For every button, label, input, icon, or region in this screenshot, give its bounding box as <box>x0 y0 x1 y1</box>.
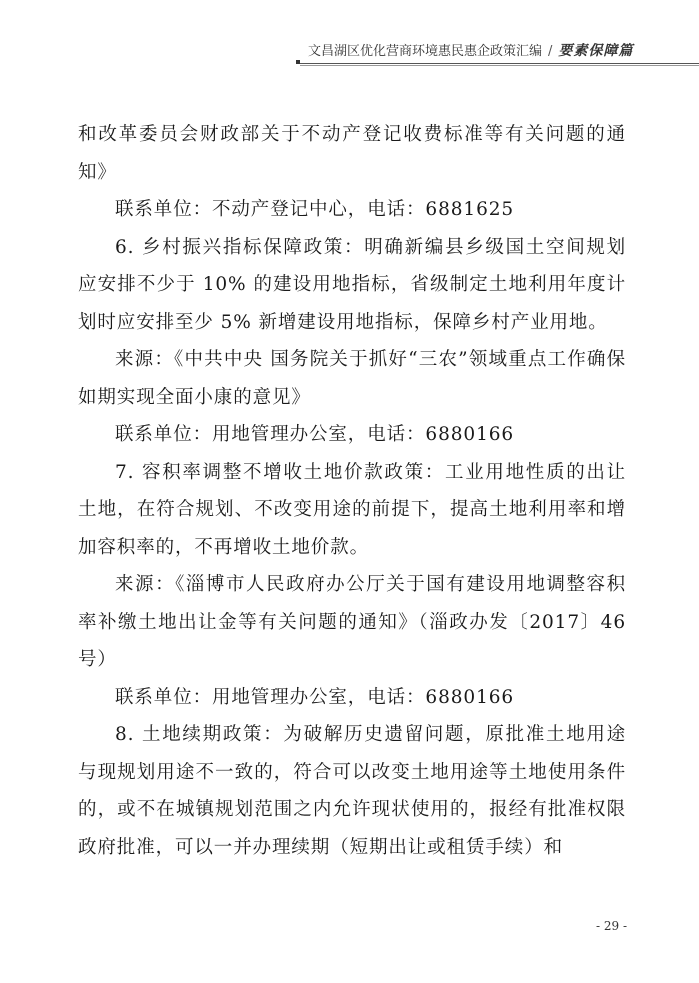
policy-item-6: 6. 乡村振兴指标保障政策：明确新编县乡级国土空间规划应安排不少于 10% 的建设用地指标，省级制定土地利用年度计划时应安排至少 5% 新增建设用地指标，保障乡村产业用地。 <box>78 236 626 333</box>
contact-line: 联系单位：用地管理办公室，电话：6880166 <box>115 424 515 445</box>
header-rule <box>300 63 699 64</box>
header-text <box>308 40 633 60</box>
page-number: - 29 - <box>596 919 628 933</box>
contact-line: 联系单位：用地管理办公室，电话：6880166 <box>115 686 515 708</box>
contact-line: 联系单位：不动产登记中心，电话：6881625 <box>115 199 515 220</box>
source-line: 来源：《淄博市人民政府办公厅关于国有建设用地调整容积率补缴土地出让金等有关问题的通知》（淄政办发〔2017〕46 号） <box>78 574 626 670</box>
policy-item-8: 8. 土地续期政策：为破解历史遗留问题，原批准土地用途与现规划用途不一致的，符合可以改变土地用途等土地使用条件的，或不在城镇规划范围之内允许现状使用的，报经有批准权限政府批准，可以一并办理续期（短期出让或租赁手续）和 <box>78 724 626 858</box>
header-rule-secondary <box>300 65 699 66</box>
paragraph-continuation: 和改革委员会财政部关于不动产登记收费标准等有关问题的通知》 <box>78 124 626 183</box>
running-header <box>300 38 699 66</box>
header-separator: / <box>548 44 553 59</box>
header-section: 要素保障篇 <box>558 43 634 59</box>
policy-item-7: 7. 容积率调整不增收土地价款政策：工业用地性质的出让土地，在符合规划、不改变用途的前提下，提高土地利用率和增加容积率的，不再增收土地价款。 <box>78 461 626 558</box>
page-body <box>78 116 626 866</box>
source-line: 来源：《中共中央 国务院关于抓好“三农”领域重点工作确保如期实现全面小康的意见》 <box>78 349 626 408</box>
header-title: 文昌湖区优化营商环境惠民惠企政策汇编 <box>308 44 543 59</box>
